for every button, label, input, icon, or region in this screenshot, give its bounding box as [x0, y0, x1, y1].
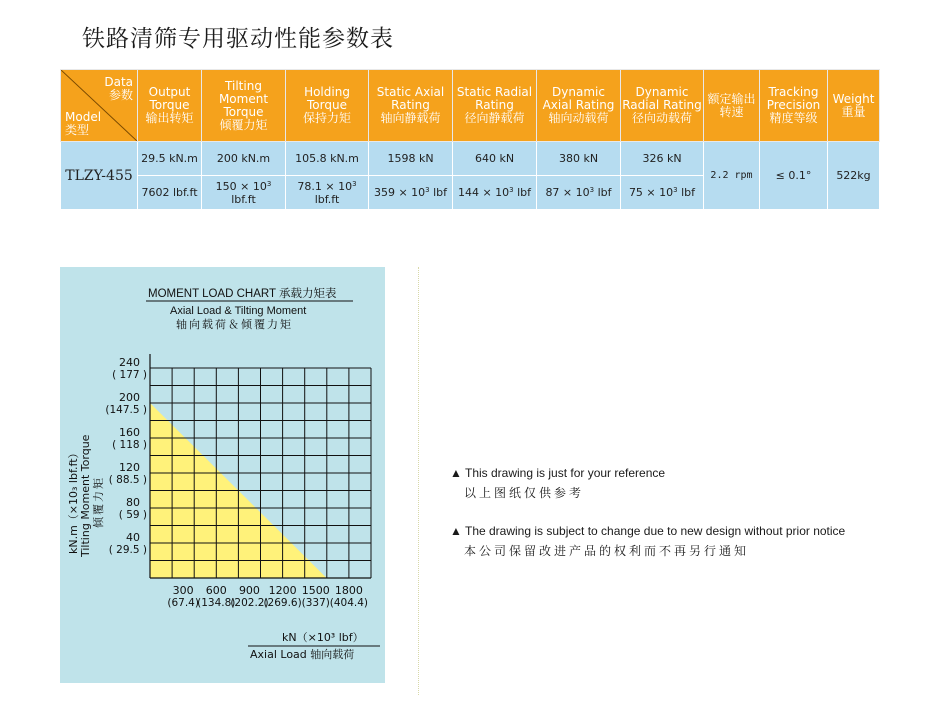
divider-line [418, 267, 419, 695]
table-corner-cell [61, 70, 138, 142]
x-tick-label: 900 [238, 584, 260, 597]
x-tick-label: 1800 [334, 584, 363, 597]
chart-subtitle-zh: 轴向载荷＆倾覆力矩 [176, 318, 293, 331]
chart-subtitle-en: Axial Load & Tilting Moment [170, 305, 307, 317]
y-axis-label-name: Tilting Moment Torque [79, 434, 92, 557]
header-tilting-moment: Tilting Moment Torque 倾覆力矩 [202, 70, 286, 142]
header-rated-speed: 额定输出转速 [704, 70, 760, 142]
y-tick-label: 200 [119, 391, 140, 404]
cell-imperial: $75 \times 10^3$ lbf [621, 176, 704, 210]
y-axis-label-group [67, 434, 105, 558]
corner-model-en: Model [65, 110, 102, 124]
x-tick-label-alt: (404.4) [329, 597, 369, 609]
corner-model-zh: 类型 [65, 123, 90, 137]
y-tick-label-alt: ( 29.5 ) [108, 544, 147, 556]
cell-imperial: $78.1 \times 10^3$ lbf.ft [286, 176, 369, 210]
cell-imperial: 7602 lbf.ft [138, 176, 202, 210]
x-axis-label-unit: kN（×10³ lbf） [282, 631, 364, 644]
y-tick-label: 80 [126, 496, 140, 509]
cell-imperial: $87 \times 10^3$ lbf [537, 176, 621, 210]
y-tick-label-alt: ( 88.5 ) [108, 474, 147, 486]
cell-metric: 29.5 kN.m [138, 142, 202, 176]
note-1 [450, 466, 665, 501]
x-tick-label-alt: (202.2) [230, 597, 269, 609]
spec-table [60, 69, 880, 210]
cell-metric: 200 kN.m [202, 142, 286, 176]
y-tick-label-alt: ( 177 ) [112, 369, 147, 381]
header-tracking-precision: Tracking Precision 精度等级 [760, 70, 828, 142]
cell-metric: 640 kN [453, 142, 537, 176]
chart-title: MOMENT LOAD CHART 承载力矩表 [148, 288, 337, 300]
cell-metric: 326 kN [621, 142, 704, 176]
table-row-metric [61, 142, 880, 176]
cell-imperial: $150 \times 10^3$ lbf.ft [202, 176, 286, 210]
note-2 [450, 524, 845, 559]
y-axis-label-unit: kN.m（×10₃ lbf.ft） [67, 447, 80, 554]
cell-metric: 105.8 kN.m [286, 142, 369, 176]
header-static-radial: Static Radial Rating 径向静载荷 [453, 70, 537, 142]
y-tick-label: 120 [119, 461, 140, 474]
x-axis-label-name: Axial Load 轴向载荷 [250, 648, 355, 661]
note-1-en: ▲ This drawing is just for your reference [450, 466, 666, 480]
page-title: 铁路清筛专用驱动性能参数表 [82, 26, 394, 52]
cell-metric: 1598 kN [369, 142, 453, 176]
y-tick-label: 40 [126, 531, 140, 544]
moment-load-chart [60, 267, 385, 683]
chart-svg [60, 267, 385, 683]
header-dynamic-axial: Dynamic Axial Rating 轴向动载荷 [537, 70, 621, 142]
header-weight: Weight 重量 [828, 70, 880, 142]
cell-imperial: $359 \times 10^3$ lbf [369, 176, 453, 210]
header-static-axial: Static Axial Rating 轴向静载荷 [369, 70, 453, 142]
y-tick-label: 160 [119, 426, 140, 439]
y-tick-label-alt: (147.5 ) [105, 404, 147, 416]
header-output-torque: Output Torque 输出转矩 [138, 70, 202, 142]
x-tick-label: 300 [172, 584, 194, 597]
header-holding-torque: Holding Torque 保持力矩 [286, 70, 369, 142]
cell-metric: 380 kN [537, 142, 621, 176]
weight-cell: 522kg [828, 142, 880, 210]
x-tick-label-alt: (67.4) [167, 597, 199, 609]
x-tick-label: 1200 [268, 584, 297, 597]
header-dynamic-radial: Dynamic Radial Rating 径向动载荷 [621, 70, 704, 142]
speed-cell: 2.2 rpm [704, 142, 760, 210]
x-tick-label: 600 [205, 584, 227, 597]
x-tick-label-alt: (337) [301, 597, 330, 609]
table-header-row [61, 70, 880, 142]
cell-imperial: $144 \times 10^3$ lbf [453, 176, 537, 210]
y-tick-label-alt: ( 59 ) [118, 509, 147, 521]
y-axis-label-zh: 倾覆力矩 [92, 476, 105, 528]
y-tick-label-alt: ( 118 ) [112, 439, 147, 451]
note-2-zh: 本公司保留改进产品的权利而不再另行通知 [464, 544, 750, 558]
x-tick-label-alt: (134.8) [197, 597, 236, 609]
plot-area [105, 354, 371, 609]
corner-data-zh: 参数 [108, 88, 133, 102]
y-tick-label: 240 [119, 356, 140, 369]
model-cell: TLZY-455 [61, 142, 138, 210]
precision-cell: ≤ 0.1° [760, 142, 828, 210]
note-2-en: ▲ The drawing is subject to change due to new design without prior notice [450, 524, 846, 538]
corner-data-en: Data [104, 75, 133, 89]
x-tick-label: 1500 [301, 584, 330, 597]
note-1-zh: 以上图纸仅供参考 [464, 486, 585, 500]
x-tick-label-alt: (269.6) [263, 597, 302, 609]
